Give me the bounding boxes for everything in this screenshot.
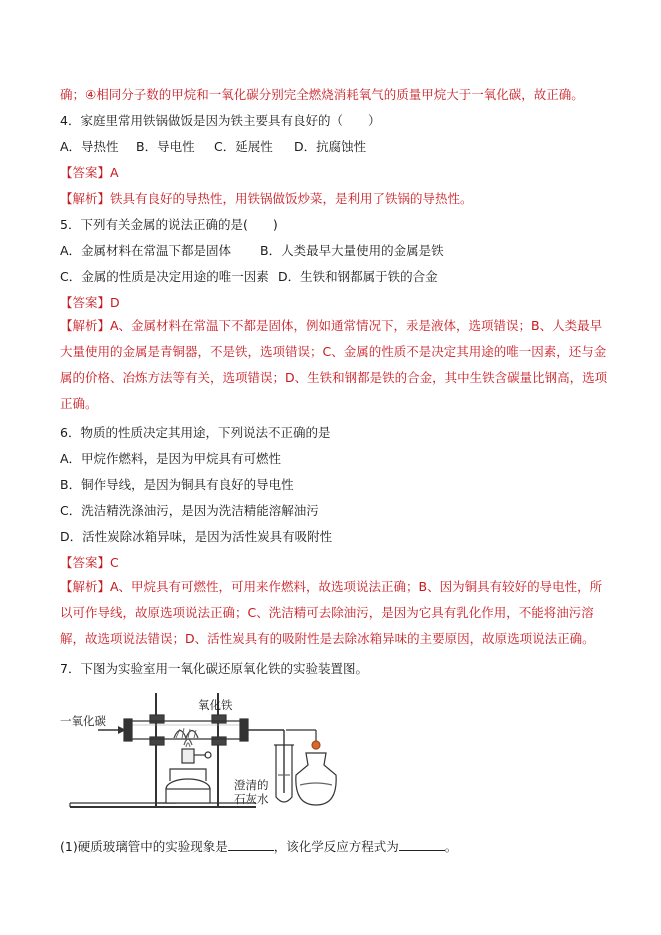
option-d: D．抗腐蚀性 [294,139,367,154]
option-a: A．甲烷作燃料，是因为甲烷具有可燃性 [60,451,282,466]
label-fe2o3: 氧化铁 [198,698,233,712]
answer-blank-phenomenon[interactable] [228,838,274,851]
option-c: C．金属的性质是决定用途的唯一因素 [60,269,269,284]
option-b: B．导电性 [136,139,195,154]
question-5-stem: 5．下列有关金属的说法正确的是( ) [60,217,278,232]
question-7-subquestion-1 [60,838,457,855]
prev-analysis-tail: 确；④相同分子数的甲烷和一氧化碳分别完全燃烧消耗氧气的质量甲烷大于一氧化碳，故正确。 [60,87,584,102]
question-4-answer: 【答案】A [60,165,119,180]
sub1-part-a: (1)硬质玻璃管中的实验现象是 [60,839,228,854]
label-limewater-2: 石灰水 [234,792,269,806]
option-c: C．洗洁精洗涤油污，是因为洗洁精能溶解油污 [60,503,319,518]
question-5-options-row2 [60,268,438,285]
question-5-options-row1 [60,242,444,259]
option-b: B．铜作导线，是因为铜具有良好的导电性 [60,477,294,492]
sub1-part-b: ，该化学反应方程式为 [273,839,399,854]
question-6-answer: 【答案】C [60,555,119,570]
question-4-stem: 4．家庭里常用铁锅做饭是因为铁主要具有良好的（ ） [60,113,381,128]
co-reduction-apparatus-figure [58,685,358,815]
question-4-analysis: 【解析】铁具有良好的导热性，用铁锅做饭炒菜，是利用了铁锅的导热性。 [60,191,473,206]
question-6-stem: 6．物质的性质决定其用途，下列说法不正确的是 [60,425,331,440]
label-limewater-1: 澄清的 [234,778,269,792]
answer-blank-equation[interactable] [399,838,445,851]
option-c: C．延展性 [214,139,273,154]
question-7-stem: 7．下图为实验室用一氧化碳还原氧化铁的实验装置图。 [60,661,368,676]
question-6-analysis: 【解析】A、甲烷具有可燃性，可用来作燃料，故选项说法正确；B、因为铜具有较好的导电性，所以可作导线，故原选项说法正确；C、洗洁精可去除油污，是因为它具有乳化作用，不能将油污溶解，故选项说法错误；D、活性炭具有的吸附性是去除冰箱异味的主要原因，故原选项说法正确。 [60,579,603,646]
question-5-answer: 【答案】D [60,295,120,310]
sub1-part-c: 。 [444,839,458,854]
option-d: D．生铁和钢都属于铁的合金 [278,269,438,284]
option-a: A．金属材料在常温下都是固体 [60,243,232,258]
option-a: A．导热性 [60,139,119,154]
question-5-analysis: 【解析】A、金属材料在常温下不都是固体，例如通常情况下，汞是液体，选项错误；B、人类最早大量使用的金属是青铜器，不是铁，选项错误；C、金属的性质不是决定其用途的唯一因素，还与金属的价格、冶炼方法等有关，选项错误；D、生铁和钢都是铁的合金，其中生铁含碳量比钢高，选项正确。 [60,318,608,411]
label-co: 一氧化碳 [60,714,106,728]
option-d: D．活性炭除冰箱异味，是因为活性炭具有吸附性 [60,529,333,544]
question-4-options [60,138,366,155]
option-b: B．人类最早大量使用的金属是铁 [260,243,444,258]
